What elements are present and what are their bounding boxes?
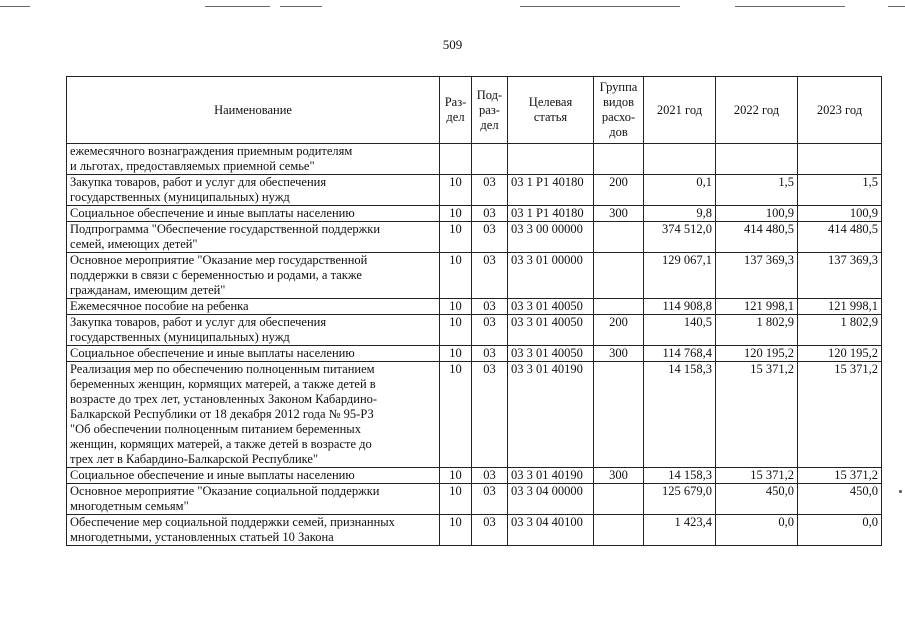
cell-section: 10 [440,315,472,346]
table-body [67,144,882,546]
cell-expense-group: 200 [594,315,644,346]
table-row [67,362,882,468]
header-name: Наименование [67,77,440,144]
cell-name: Социальное обеспечение и иные выплаты населению [67,346,440,362]
cell-2022: 1 802,9 [716,315,798,346]
header-2022: 2022 год [716,77,798,144]
table-header-row [67,77,882,144]
cell-target-article: 03 1 P1 40180 [508,175,594,206]
cell-subsection: 03 [472,484,508,515]
cell-section: 10 [440,222,472,253]
table-row [67,315,882,346]
cell-expense-group [594,484,644,515]
cell-target-article: 03 1 P1 40180 [508,206,594,222]
budget-table [66,76,882,546]
cell-2022: 414 480,5 [716,222,798,253]
cell-name: ежемесячного вознаграждения приемным родителям и льготах, предоставляемых приемной семье" [67,144,440,175]
cell-subsection [472,144,508,175]
cell-subsection: 03 [472,299,508,315]
cell-expense-group: 300 [594,346,644,362]
table-row [67,515,882,546]
top-scan-line [520,6,680,7]
cell-expense-group [594,515,644,546]
cell-2021: 14 158,3 [644,362,716,468]
cell-2021: 140,5 [644,315,716,346]
cell-subsection: 03 [472,222,508,253]
cell-subsection: 03 [472,253,508,299]
cell-section: 10 [440,299,472,315]
cell-2023: 15 371,2 [798,468,882,484]
cell-2021: 114 908,8 [644,299,716,315]
cell-section: 10 [440,175,472,206]
cell-target-article: 03 3 01 40050 [508,315,594,346]
cell-target-article: 03 3 04 00000 [508,484,594,515]
cell-name: Социальное обеспечение и иные выплаты населению [67,206,440,222]
cell-expense-group [594,299,644,315]
cell-2021: 129 067,1 [644,253,716,299]
table-row [67,346,882,362]
cell-2021: 0,1 [644,175,716,206]
cell-expense-group [594,362,644,468]
cell-2022: 100,9 [716,206,798,222]
cell-name: Основное мероприятие "Оказание социальной поддержки многодетным семьям" [67,484,440,515]
cell-target-article: 03 3 01 40050 [508,299,594,315]
cell-2021: 114 768,4 [644,346,716,362]
header-2023: 2023 год [798,77,882,144]
cell-2023: 1,5 [798,175,882,206]
cell-subsection: 03 [472,468,508,484]
cell-2023: 120 195,2 [798,346,882,362]
cell-2022: 15 371,2 [716,468,798,484]
cell-2022: 137 369,3 [716,253,798,299]
cell-subsection: 03 [472,346,508,362]
cell-target-article: 03 3 00 00000 [508,222,594,253]
cell-section: 10 [440,346,472,362]
top-scan-line [0,6,30,7]
cell-section: 10 [440,468,472,484]
table-row [67,222,882,253]
page-number: 509 [442,37,463,52]
cell-name: Социальное обеспечение и иные выплаты населению [67,468,440,484]
cell-2023: 137 369,3 [798,253,882,299]
cell-2023: 414 480,5 [798,222,882,253]
cell-target-article: 03 3 01 00000 [508,253,594,299]
cell-2022: 120 195,2 [716,346,798,362]
cell-subsection: 03 [472,175,508,206]
cell-2021: 14 158,3 [644,468,716,484]
cell-2023: 1 802,9 [798,315,882,346]
cell-name: Обеспечение мер социальной поддержки семей, признанных многодетными, установленных статьей 10 Закона [67,515,440,546]
header-subsection: Под- раз- дел [472,77,508,144]
cell-2022: 450,0 [716,484,798,515]
header-target-article: Целевая статья [508,77,594,144]
table-row [67,299,882,315]
cell-2023: 15 371,2 [798,362,882,468]
cell-section: 10 [440,362,472,468]
cell-section: 10 [440,206,472,222]
cell-target-article [508,144,594,175]
cell-name: Основное мероприятие "Оказание мер государственной поддержки в связи с беременностью и родами, а также гражданам, имеющим детей" [67,253,440,299]
cell-2023 [798,144,882,175]
table-row [67,253,882,299]
top-scan-line [888,6,905,7]
header-expense-group: Группа видов расхо- дов [594,77,644,144]
cell-target-article: 03 3 01 40190 [508,468,594,484]
cell-subsection: 03 [472,362,508,468]
cell-target-article: 03 3 04 40100 [508,515,594,546]
cell-2023: 0,0 [798,515,882,546]
table-row [67,206,882,222]
cell-2021 [644,144,716,175]
cell-2021: 125 679,0 [644,484,716,515]
cell-2021: 9,8 [644,206,716,222]
cell-expense-group: 300 [594,468,644,484]
cell-expense-group: 200 [594,175,644,206]
top-scan-line [205,6,270,7]
cell-name: Подпрограмма "Обеспечение государственной поддержки семей, имеющих детей" [67,222,440,253]
cell-expense-group [594,253,644,299]
cell-section: 10 [440,484,472,515]
table-row [67,144,882,175]
cell-name: Закупка товаров, работ и услуг для обеспечения государственных (муниципальных) нужд [67,315,440,346]
table-row [67,468,882,484]
cell-expense-group [594,144,644,175]
cell-2023: 100,9 [798,206,882,222]
top-scan-line [280,6,322,7]
cell-section: 10 [440,253,472,299]
cell-2022: 121 998,1 [716,299,798,315]
cell-section: 10 [440,515,472,546]
cell-name: Закупка товаров, работ и услуг для обеспечения государственных (муниципальных) нужд [67,175,440,206]
cell-2022 [716,144,798,175]
cell-2021: 374 512,0 [644,222,716,253]
cell-subsection: 03 [472,315,508,346]
cell-name: Ежемесячное пособие на ребенка [67,299,440,315]
cell-2022: 1,5 [716,175,798,206]
cell-2023: 121 998,1 [798,299,882,315]
header-section: Раз- дел [440,77,472,144]
table-row [67,175,882,206]
cell-2021: 1 423,4 [644,515,716,546]
cell-expense-group [594,222,644,253]
cell-2023: 450,0 [798,484,882,515]
table-row [67,484,882,515]
scan-dot [899,490,902,493]
cell-2022: 15 371,2 [716,362,798,468]
top-scan-line [735,6,845,7]
cell-subsection: 03 [472,206,508,222]
cell-target-article: 03 3 01 40050 [508,346,594,362]
cell-2022: 0,0 [716,515,798,546]
cell-expense-group: 300 [594,206,644,222]
cell-subsection: 03 [472,515,508,546]
cell-target-article: 03 3 01 40190 [508,362,594,468]
cell-section [440,144,472,175]
cell-name: Реализация мер по обеспечению полноценным питанием беременных женщин, кормящих матерей, а также детей в возрасте до трех лет, установленных Законом Кабардино- Балкарской Республики от 18 декабря 2012 года № 95-РЗ "Об обеспечении полноценным питанием беременных женщин, кормящих матерей, а также детей в возрасте до трех лет в Кабардино-Балкарской Республике" [67,362,440,468]
header-2021: 2021 год [644,77,716,144]
